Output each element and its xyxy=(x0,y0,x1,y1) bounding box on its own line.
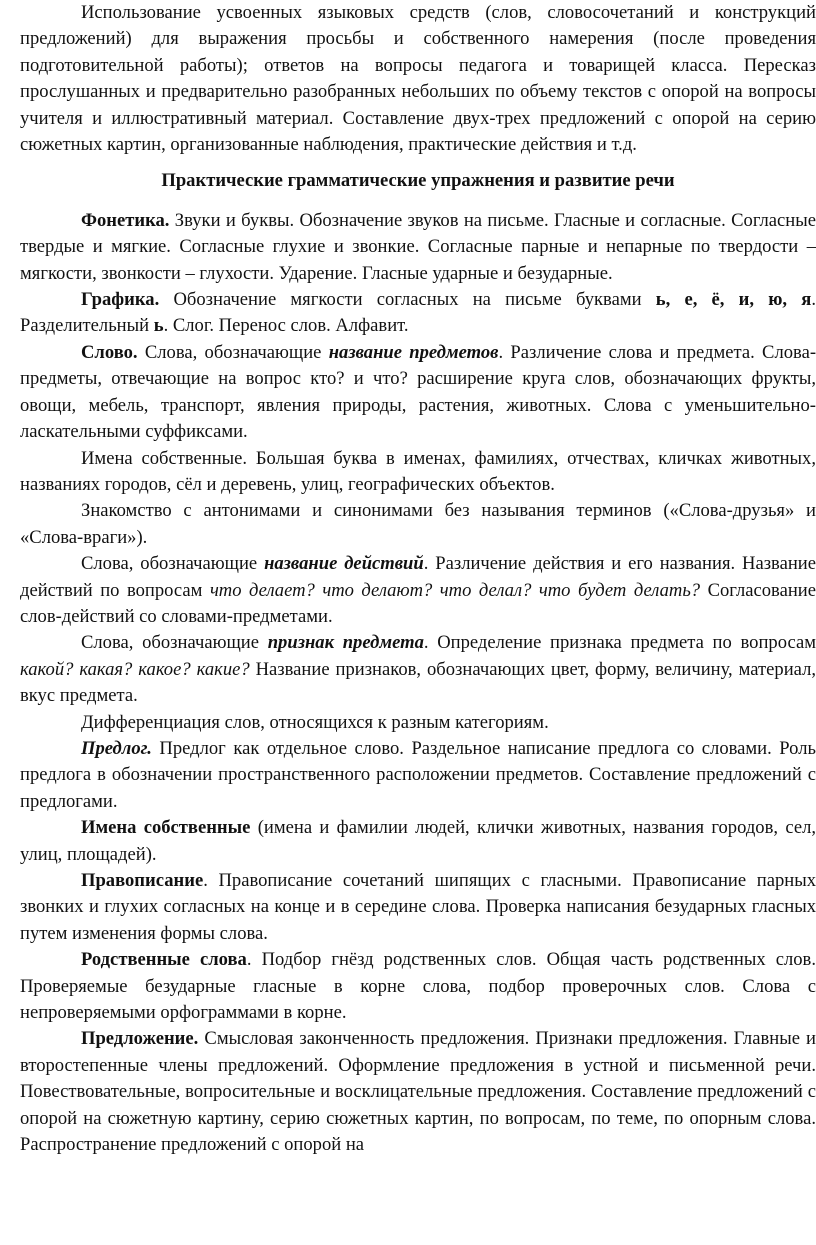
intro-paragraph xyxy=(20,0,816,158)
word-label: Слово. xyxy=(81,341,138,363)
word-text-1: Слова, обозначающие xyxy=(137,341,329,363)
proper-nouns-paragraph xyxy=(20,815,816,868)
attributes-text-3: Название признаков, обозначающих цвет, форму, величину, материал, вкус предмета. xyxy=(20,658,816,707)
attributes-questions: какой? какая? какое? какие? xyxy=(20,658,250,680)
graphics-text-1: Обозначение мягкости согласных на письме буквами xyxy=(159,289,656,311)
proper-nouns-text: (имена и фамилии людей, клички животных, названия городов, сел, улиц, площадей). xyxy=(20,817,816,865)
actions-term: название действий xyxy=(264,553,424,575)
actions-paragraph xyxy=(20,551,816,630)
actions-text-3: Согласование слов-действий со словами-предметами. xyxy=(20,579,816,627)
graphics-letters: ь, е, ё, и, ю, я xyxy=(655,289,812,311)
phonetics-label: Фонетика. xyxy=(81,209,170,231)
word-term: название предметов xyxy=(328,341,499,363)
sentence-text: Смысловая законченность предложения. Признаки предложения. Главные и второстепенные члены предложений. Оформление предложения в устной и письменной речи. Повествовательные, вопросительные и восклицательные предложения. Составление предложений с опорой на сюжетную картину, серию сюжетных картин, по вопросам, по теме, по опорным слова. Распространение предложений с опорой на xyxy=(20,1028,816,1156)
intro-text: Использование усвоенных языковых средств (слов, словосочетаний и конструкций предложений) для выражения просьбы и собственного намерения (после проведения подготовительной работы); ответов на вопросы педагога и товарищей класса. Пересказ прослушанных и предварительно разобранных небольших по объему текстов с опорой на вопросы учителя и иллюстративный материал. Составление двух-трех предложений с опорой на серию сюжетных картин, организованные наблюдения, практические действия и т.д. xyxy=(20,2,816,156)
spelling-paragraph xyxy=(20,868,816,947)
phonetics-text: Звуки и буквы. Обозначение звуков на письме. Гласные и согласные. Согласные твердые и мягкие. Согласные глухие и звонкие. Согласные парные и непарные по твердости – мягкости, звонкости – глухости. Ударение. Гласные ударные и безударные. xyxy=(20,209,816,284)
spelling-label: Правописание xyxy=(81,870,204,891)
related-words-label: Родственные слова xyxy=(81,949,247,971)
word-paragraph xyxy=(20,340,816,446)
attributes-text-1: Слова, обозначающие xyxy=(81,632,268,654)
differentiation-paragraph: Дифференциация слов, относящихся к разным категориям. xyxy=(81,711,549,733)
attributes-text-2: . Определение признака предмета по вопросам xyxy=(423,632,816,654)
graphics-label: Графика. xyxy=(81,289,160,311)
actions-questions: что делает? что делают? что делал? что будет делать? xyxy=(209,579,701,601)
actions-text-1: Слова, обозначающие xyxy=(81,553,265,575)
preposition-paragraph xyxy=(20,736,816,815)
sentence-paragraph xyxy=(20,1026,816,1158)
word-text-2: . Различение слова и предмета. Слова-предметы, отвечающие на вопрос кто? и что? расширение круга слов, обозначающих фрукты, овощи, мебель, транспорт, явления природы, растения, животных. Слова с уменьшительно-ласкательными суффиксами. xyxy=(20,341,816,443)
graphics-paragraph xyxy=(20,287,816,340)
attributes-term: признак предмета xyxy=(267,632,424,654)
actions-text-2: . Различение действия и его названия. Название действий по вопросам xyxy=(20,553,816,601)
related-words-text: . Подбор гнёзд родственных слов. Общая часть родственных слов. Проверяемые безударные гласные в корне слова, подбор проверочных слов. Слова с непроверяемыми орфограммами в корне. xyxy=(20,949,816,1024)
graphics-text-2: . Разделительный xyxy=(20,289,816,337)
preposition-label: Предлог. xyxy=(81,737,152,759)
graphics-soft-sign: ь xyxy=(153,315,164,337)
sentence-label: Предложение. xyxy=(81,1028,199,1050)
graphics-text-3: . Слог. Перенос слов. Алфавит. xyxy=(163,315,409,337)
proper-names-paragraph: Имена собственные. Большая буква в именах, фамилиях, отчествах, кличках животных, названиях городов, сёл и деревень, улиц, географических объектов. xyxy=(20,447,816,495)
attributes-paragraph xyxy=(20,630,816,709)
proper-nouns-label: Имена собственные xyxy=(81,817,251,839)
related-words-paragraph xyxy=(20,947,816,1026)
section-heading: Практические грамматические упражнения и развитие речи xyxy=(161,170,675,192)
antonyms-paragraph: Знакомство с антонимами и синонимами без называния терминов («Слова-друзья» и «Слова-враги»). xyxy=(20,500,816,548)
phonetics-paragraph xyxy=(20,208,816,287)
spelling-text: . Правописание сочетаний шипящих с гласными. Правописание парных звонких и глухих согласных на конце и в середине слова. Проверка написания безударных гласных путем изменения формы слова. xyxy=(20,870,816,944)
preposition-text: Предлог как отдельное слово. Раздельное написание предлога со словами. Роль предлога в обозначении пространственного расположении предметов. Составление предложений с предлогами. xyxy=(20,737,816,812)
